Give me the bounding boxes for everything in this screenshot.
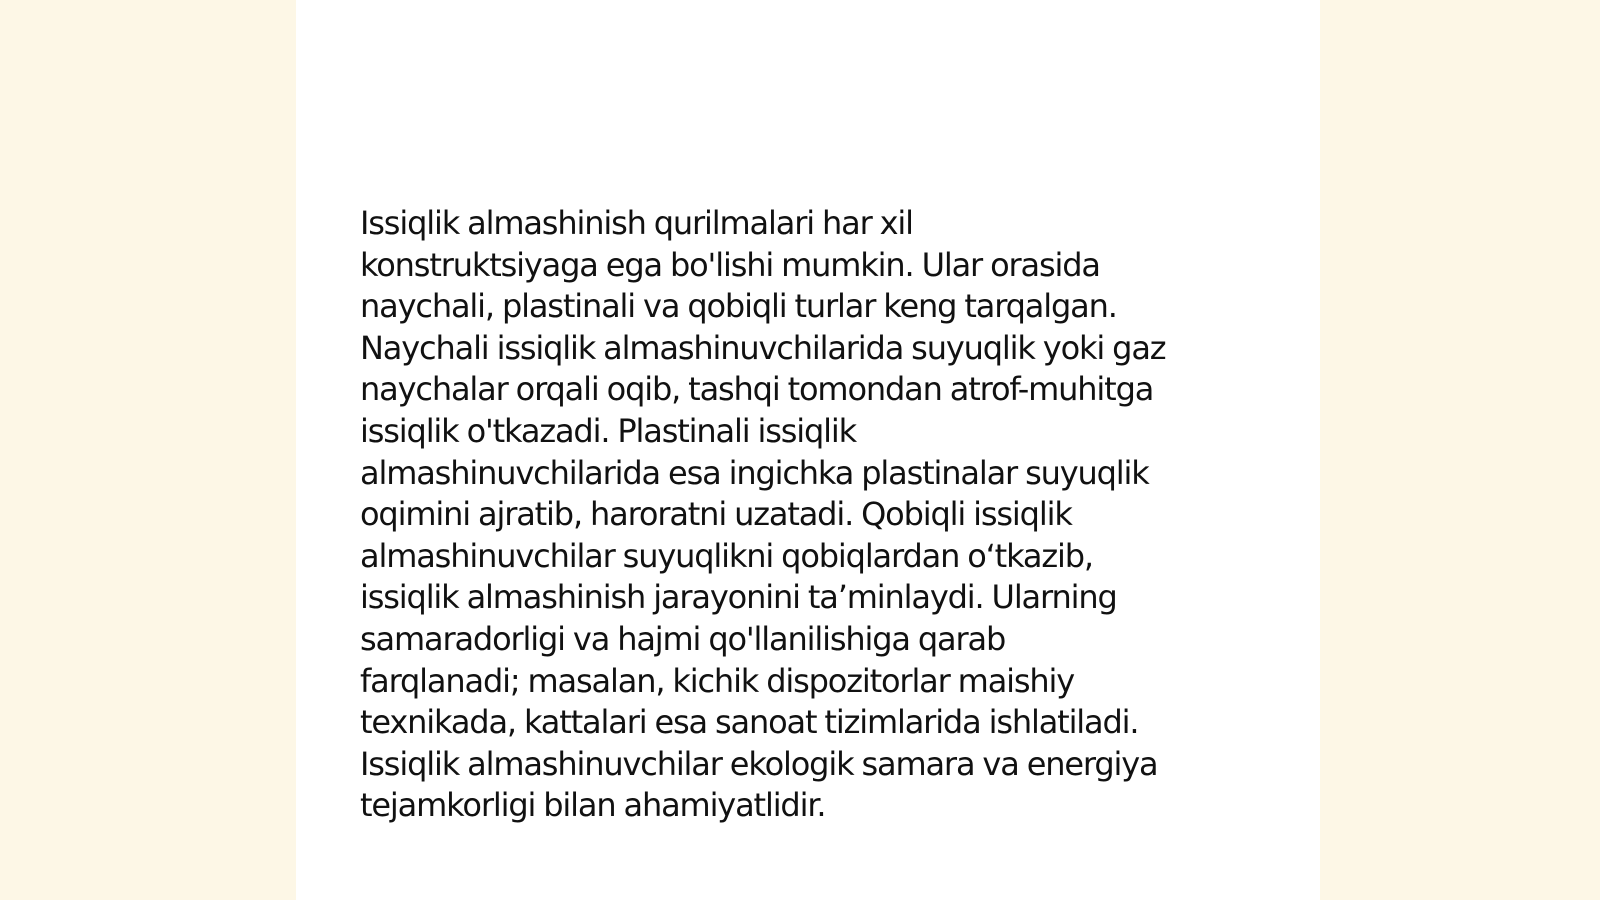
- text-line: farqlanadi; masalan, kichik dispozitorlar maishiy: [360, 661, 1075, 700]
- text-line: Issiqlik almashinish qurilmalari har xil: [360, 204, 913, 242]
- text-line: texnikada, kattalari esa sanoat tizimlarida ishlatiladi.: [360, 703, 1139, 742]
- text-line: tejamkorligi bilan ahamiyatlidir.: [360, 786, 826, 825]
- text-line: issiqlik o'tkazadi. Plastinali issiqlik: [360, 411, 857, 450]
- text-line: Issiqlik almashinuvchilar ekologik samara va energiya: [360, 744, 1158, 783]
- text-line: naychali, plastinali va qobiqli turlar keng tarqalgan.: [360, 287, 1117, 326]
- text-line: oqimini ajratib, haroratni uzatadi. Qobiqli issiqlik: [360, 495, 1072, 534]
- body-paragraph: [360, 203, 1260, 827]
- text-line: samaradorligi va hajmi qo'llanilishiga qarab: [360, 619, 1006, 658]
- text-line: naychalar orqali oqib, tashqi tomondan atrof-muhitga: [360, 370, 1154, 409]
- text-line: almashinuvchilarida esa ingichka plastinalar suyuqlik: [360, 453, 1149, 492]
- text-line: almashinuvchilar suyuqlikni qobiqlardan o‘tkazib,: [360, 536, 1093, 575]
- text-line: issiqlik almashinish jarayonini ta’minlaydi. Ularning: [360, 578, 1117, 617]
- text-line: Naychali issiqlik almashinuvchilarida suyuqlik yoki gaz: [360, 328, 1166, 367]
- text-line: konstruktsiyaga ega bo'lishi mumkin. Ular orasida: [360, 245, 1100, 284]
- document-page: [296, 0, 1320, 900]
